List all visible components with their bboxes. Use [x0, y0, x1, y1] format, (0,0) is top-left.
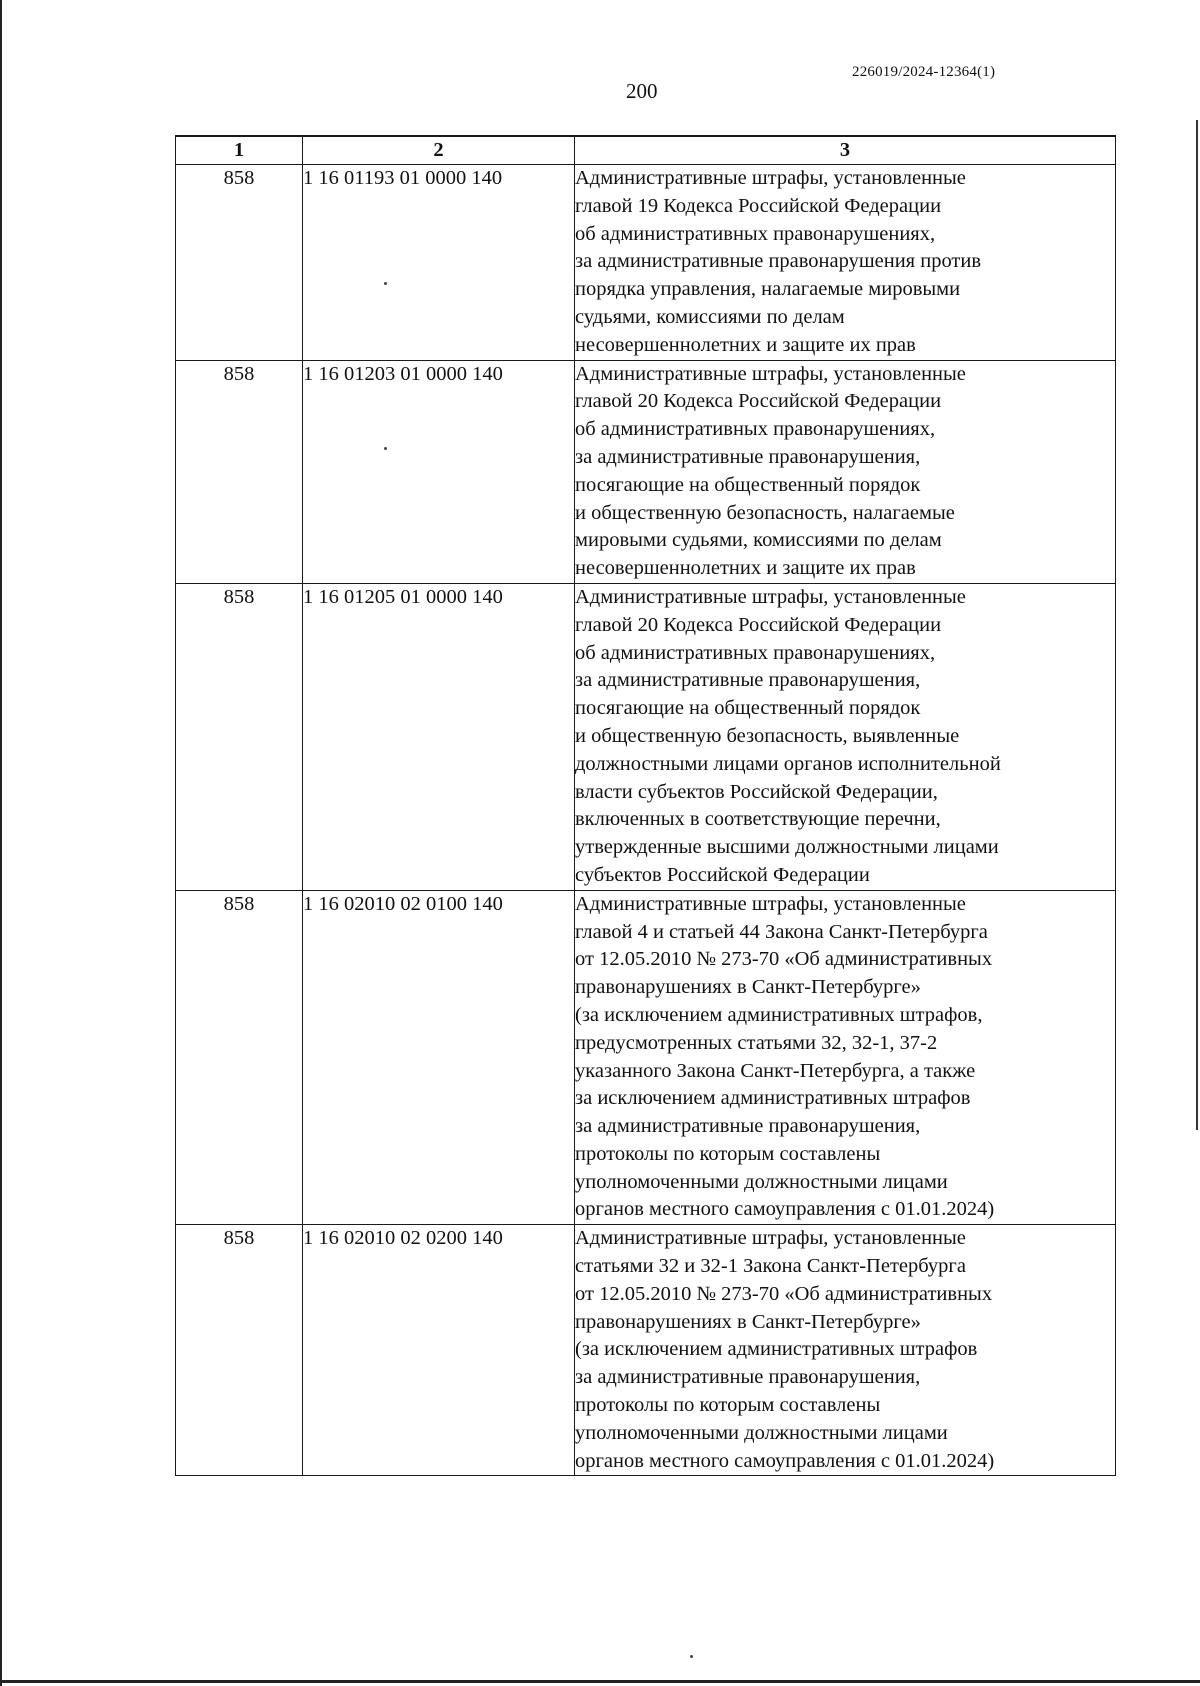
- description-line: и общественную безопасность, налагаемые: [575, 501, 955, 524]
- description-line: уполномоченными должностными лицами: [575, 1421, 948, 1444]
- description-line: уполномоченными должностными лицами: [575, 1170, 948, 1193]
- row-budget-code: 1 16 02010 02 0100 140: [303, 890, 575, 1225]
- row-description: [575, 1225, 1116, 1476]
- table-header: [176, 136, 1116, 165]
- description-line: посягающие на общественный порядок: [575, 697, 921, 720]
- column-header-2: 2: [303, 136, 575, 165]
- description-line: несовершеннолетних и защите их прав: [575, 557, 916, 580]
- description-line: органов местного самоуправления с 01.01.2024): [575, 1449, 995, 1472]
- row-description: [575, 583, 1116, 890]
- column-header-3: 3: [575, 136, 1116, 165]
- description-line: и общественную безопасность, выявленные: [575, 724, 960, 747]
- scan-edge-bottom: [0, 1680, 1200, 1683]
- description-line: предусмотренных статьями 32, 32-1, 37-2: [575, 1031, 938, 1054]
- description-line: за административные правонарушения против: [575, 250, 982, 273]
- description-line: Административные штрафы, установленные: [575, 892, 966, 915]
- table-header-row: [176, 136, 1116, 165]
- description-line: Административные штрафы, установленные: [575, 362, 966, 385]
- description-line: должностными лицами органов исполнительной: [575, 752, 1001, 775]
- row-administrator-code: 858: [176, 890, 303, 1225]
- row-administrator-code: 858: [176, 583, 303, 890]
- table-row: [176, 890, 1116, 1225]
- scan-edge-right: [1196, 120, 1198, 1130]
- row-budget-code: 1 16 01205 01 0000 140: [303, 583, 575, 890]
- description-line: от 12.05.2010 № 273-70 «Об административных: [575, 948, 993, 971]
- row-administrator-code: 858: [176, 1225, 303, 1476]
- description-line: (за исключением административных штрафов,: [575, 1003, 983, 1026]
- row-budget-code: 1 16 01203 01 0000 140: [303, 360, 575, 583]
- description-line: правонарушениях в Санкт-Петербурге»: [575, 976, 921, 999]
- description-line: главой 20 Кодекса Российской Федерации: [575, 613, 942, 636]
- scan-edge-left: [0, 0, 2, 1686]
- description-line: несовершеннолетних и защите их прав: [575, 333, 916, 356]
- description-line: Административные штрафы, установленные: [575, 1227, 966, 1250]
- document-registration-number: 226019/2024-12364(1): [852, 64, 996, 80]
- description-line: об административных правонарушениях,: [575, 222, 936, 245]
- description-line: судьями, комиссиями по делам: [575, 305, 845, 328]
- description-line: главой 20 Кодекса Российской Федерации: [575, 390, 942, 413]
- description-line: за административные правонарушения,: [575, 669, 921, 692]
- table-row: [176, 360, 1116, 583]
- description-line: Административные штрафы, установленные: [575, 167, 966, 189]
- description-line: от 12.05.2010 № 273-70 «Об административных: [575, 1282, 993, 1305]
- description-line: протоколы по которым составлены: [575, 1394, 881, 1417]
- scan-speck: [384, 447, 387, 450]
- scan-speck: [384, 282, 387, 285]
- description-line: органов местного самоуправления с 01.01.2024): [575, 1198, 995, 1221]
- description-line: правонарушениях в Санкт-Петербурге»: [575, 1310, 921, 1333]
- page-number: 200: [626, 79, 658, 103]
- description-line: за административные правонарушения,: [575, 1366, 921, 1389]
- column-header-1: 1: [176, 136, 303, 165]
- table-row: [176, 583, 1116, 890]
- row-description: [575, 360, 1116, 583]
- description-line: об административных правонарушениях,: [575, 418, 936, 441]
- description-line: (за исключением административных штрафов: [575, 1338, 978, 1361]
- description-line: указанного Закона Санкт-Петербурга, а также: [575, 1059, 976, 1082]
- row-description: [575, 165, 1116, 361]
- description-line: за исключением административных штрафов: [575, 1087, 971, 1110]
- description-line: включенных в соответствующие перечни,: [575, 808, 941, 831]
- table-body: [176, 165, 1116, 1476]
- description-line: порядка управления, налагаемые мировыми: [575, 278, 961, 301]
- table-row: [176, 165, 1116, 361]
- row-administrator-code: 858: [176, 165, 303, 361]
- description-line: главой 19 Кодекса Российской Федерации: [575, 194, 942, 217]
- description-line: утвержденные высшими должностными лицами: [575, 836, 999, 859]
- description-line: мировыми судьями, комиссиями по делам: [575, 529, 942, 552]
- description-line: об административных правонарушениях,: [575, 641, 936, 664]
- description-line: посягающие на общественный порядок: [575, 473, 921, 496]
- row-description: [575, 890, 1116, 1225]
- table-row: [176, 1225, 1116, 1476]
- description-line: статьями 32 и 32-1 Закона Санкт-Петербурга: [575, 1255, 966, 1278]
- row-budget-code: 1 16 02010 02 0200 140: [303, 1225, 575, 1476]
- description-line: Административные штрафы, установленные: [575, 585, 966, 608]
- description-line: власти субъектов Российской Федерации,: [575, 780, 938, 803]
- description-line: субъектов Российской Федерации: [575, 863, 870, 886]
- description-line: за административные правонарушения,: [575, 1115, 921, 1138]
- scan-speck: [690, 1655, 693, 1658]
- description-line: главой 4 и статьей 44 Закона Санкт-Петербурга: [575, 920, 988, 943]
- row-administrator-code: 858: [176, 360, 303, 583]
- description-line: протоколы по которым составлены: [575, 1142, 881, 1165]
- fines-table: [175, 135, 1116, 1476]
- row-budget-code: 1 16 01193 01 0000 140: [303, 165, 575, 361]
- description-line: за административные правонарушения,: [575, 445, 921, 468]
